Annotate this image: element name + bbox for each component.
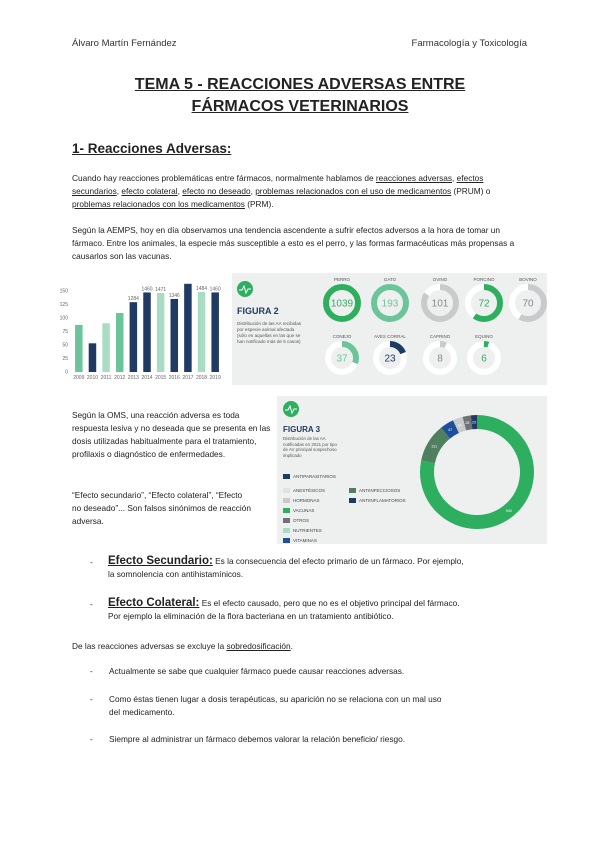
donut-value: 72 [478, 298, 490, 310]
figure-3-donut [412, 396, 547, 544]
bar-value-label: 1484 [195, 285, 208, 292]
donut-category-label: EQUINO [475, 334, 493, 339]
paragraph-aemps: Según la AEMPS, hoy en día observamos una tendencia ascendente a sufrir efectos adversos a la hora de tomar un fármaco. Entre los animales, la especie más susceptible a esto es el perro, y las formas farmacéuticas más propensas a causarlos son las vacunas. [72, 225, 515, 261]
figure-2-card [232, 273, 547, 385]
x-tick-label: 2011 [100, 375, 112, 381]
slice-value-label: 34 [457, 423, 462, 428]
legend-label: NUTRIENTES [293, 528, 322, 533]
x-tick-label: 2009 [73, 375, 85, 381]
legend-label: ANTIINFLAMATORIOS [359, 498, 406, 503]
bar-value-label: 1460 [209, 286, 221, 293]
legend-item [283, 518, 309, 523]
legend-label: VACUNAS [293, 508, 315, 513]
legend-swatch [283, 474, 290, 479]
bar [75, 325, 83, 372]
donut-value: 70 [522, 298, 534, 310]
legend-label: HORMONAS [293, 498, 320, 503]
y-tick-label: 125 [59, 301, 68, 308]
donut-category-label: CONEJO [332, 334, 352, 339]
figure-3-description: Distribución de las AA notificadas en 2021 por tipo de AV principal sospechoso implicado [283, 436, 337, 458]
bar [130, 302, 138, 372]
term-heading: Efecto Secundario: [108, 555, 213, 567]
list-item-efecto-secundario: - Efecto Secundario: Es la consecuencia del efecto primario de un fármaco. Por ejemplo, la somnolencia con antihistamínicos. [90, 555, 464, 579]
term-link: reacciones adversas [375, 173, 453, 183]
legend-label: ANESTÉSICOS [293, 488, 326, 493]
y-tick-label: 25 [62, 355, 68, 362]
x-tick-label: 2018 [195, 375, 208, 381]
slice-value-label: 23 [471, 420, 476, 425]
list-item: - Actualmente se sabe que cualquier fármaco puede causar reacciones adversas. [90, 666, 405, 676]
bar-value-label: 1284 [127, 296, 139, 303]
slice-value-label: 131 [431, 444, 438, 449]
list-item: - Como éstas tienen lugar a dosis terapéuticas, su aparición no se relaciona con un mal uso del medicamento. [90, 694, 442, 717]
legend-label: ANTIINFECCIOSOS [359, 488, 401, 493]
legend-item [283, 474, 336, 479]
bar [89, 343, 97, 372]
figure-3-card [277, 396, 547, 544]
slice-value-label: 47 [448, 428, 453, 433]
x-tick-label: 2015 [155, 375, 167, 381]
term-link: problemas relacionados con el uso de medicamentos [255, 186, 452, 196]
term-heading: Efecto Colateral: [108, 597, 200, 609]
term-link: efecto colateral [121, 186, 178, 196]
x-tick-label: 2019 [209, 375, 221, 381]
donut-category-label: GATO [383, 277, 397, 282]
bar [157, 293, 165, 372]
bar [184, 284, 192, 372]
paragraph-exclusion: De las reacciones adversas se excluye la sobredosificación. [72, 641, 293, 651]
bar [143, 292, 151, 372]
y-tick-label: 75 [62, 328, 68, 335]
bar-value-label: 1346 [168, 292, 180, 299]
bar [116, 313, 124, 372]
donut-category-label: PERRO [333, 277, 351, 282]
paragraph-false-synonyms: “Efecto secundario”, “Efecto colateral”, “Efecto no deseado”... Son falsos sinónimos de reacción adversa. [72, 490, 251, 526]
x-tick-label: 2012 [114, 375, 126, 381]
term-link: efectos secundarios [72, 173, 484, 196]
x-tick-label: 2014 [141, 375, 153, 381]
paragraph-oms: Según la OMS, una reacción adversa es toda respuesta lesiva y no deseada que se presenta en las dosis utilizadas habitualmente para el tratamiento, profilaxis o diagnóstico de enfermedades. [72, 410, 271, 459]
bar [102, 323, 110, 372]
legend-swatch [283, 508, 290, 513]
title-line-1: TEMA 5 - REACCIONES ADVERSAS ENTRE [134, 76, 466, 93]
legend-swatch [283, 528, 290, 533]
paragraph-intro: Cuando hay reacciones problemáticas entre fármacos, normalmente hablamos de reacciones adversas, efectos secundarios, efecto colateral, efecto no deseado, problemas relacionados con el uso de medicamentos (PRUM) o problemas relacionados con los medicamentos (PRM). [72, 173, 491, 209]
bar [171, 299, 179, 372]
x-tick-label: 2010 [86, 375, 99, 381]
legend-swatch [283, 518, 290, 523]
legend-swatch [283, 538, 290, 543]
y-tick-label: 100 [59, 315, 68, 322]
term-link: efecto no deseado [182, 186, 251, 196]
donut-value: 8 [437, 353, 443, 365]
donut-value: 6 [481, 353, 487, 365]
donut-value: 193 [381, 298, 399, 310]
legend-item [283, 528, 322, 533]
legend-item [283, 508, 314, 513]
bar-chart [52, 272, 227, 384]
legend-swatch [283, 488, 290, 493]
donut-value: 23 [384, 353, 396, 365]
figure-2-label: FIGURA 2 [237, 306, 279, 316]
heartbeat-icon [237, 281, 253, 297]
legend-item [283, 488, 325, 493]
figure-2-description: Distribución de las AA recibidas por especie animal afectada (sólo en aquellas en las que se han notificado más de 5 casos) [237, 321, 302, 344]
figure-3-label: FIGURA 3 [283, 425, 321, 434]
legend-label: OTROS [293, 518, 310, 523]
donut-category-label: PORCINO [473, 277, 495, 282]
legend-item [283, 538, 317, 543]
legend-label: ANTIPARASITARIOS [293, 474, 336, 479]
page-title [0, 74, 600, 118]
donut-category-label: OVINO [432, 277, 448, 282]
list-item: - Siempre al administrar un fármaco debemos valorar la relación beneficio/ riesgo. [90, 734, 406, 744]
slice-value-label: 940 [505, 508, 512, 513]
x-tick-label: 2017 [182, 375, 194, 381]
x-tick-label: 2013 [127, 375, 139, 381]
donut-category-label: BOVINO [519, 277, 537, 282]
x-tick-label: 2016 [168, 375, 180, 381]
donut-value: 37 [336, 353, 348, 365]
header-author: Álvaro Martín Fernández [72, 38, 177, 49]
bar-value-label: 1471 [155, 286, 167, 293]
section-heading: 1- Reacciones Adversas: [72, 141, 232, 156]
bar [211, 292, 219, 372]
bar-value-label: 1460 [141, 286, 153, 293]
y-tick-label: 0 [65, 369, 68, 376]
donut-category-label: CAPRINO [429, 334, 451, 339]
list-item-efecto-colateral: - Efecto Colateral: Es el efecto causado, pero que no es el objetivo principal del fármaco. Por ejemplo la eliminación de la flora bacteriana en un tratamiento antibiótico. [90, 597, 460, 621]
legend-swatch [349, 488, 356, 493]
donut-value: 1039 [330, 298, 354, 310]
legend-item [283, 498, 320, 503]
title-line-2: FÁRMACOS VETERINARIOS [191, 98, 409, 115]
header-subject: Farmacología y Toxicología [411, 38, 527, 49]
term-link: problemas relacionados con los medicamentos [72, 199, 245, 209]
legend-label: VITAMINAS [293, 538, 317, 543]
legend-item [349, 498, 406, 503]
donut-value: 101 [431, 298, 449, 310]
legend-swatch [283, 498, 290, 503]
donut-category-label: AVES CORRAL [374, 334, 406, 339]
legend-item [349, 488, 400, 493]
slice-value-label: 28 [465, 421, 470, 426]
y-tick-label: 150 [59, 288, 68, 295]
bar [198, 292, 206, 372]
heartbeat-icon [283, 401, 299, 417]
term-link: sobredosificación [226, 641, 291, 651]
y-tick-label: 50 [62, 342, 68, 349]
legend-swatch [349, 498, 356, 503]
figure-2-donuts [312, 273, 547, 385]
